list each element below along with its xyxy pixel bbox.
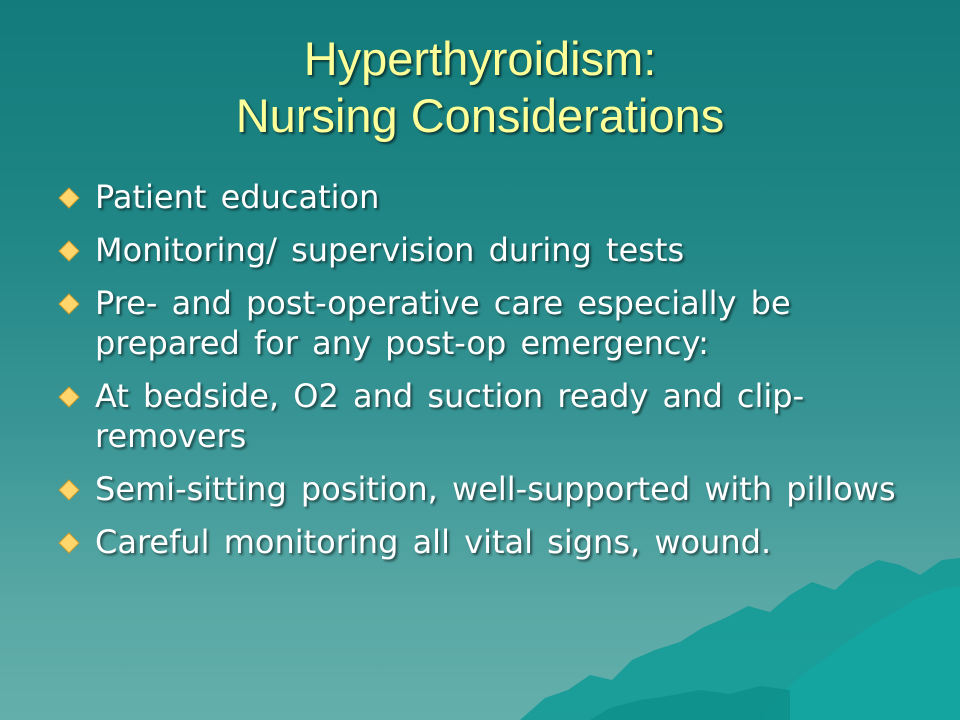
bullet-text: Semi-sitting position, well-supported with pillows — [95, 470, 896, 508]
bullet-item — [58, 177, 918, 217]
bullet-text: At bedside, O2 and suction ready and clip-removers — [95, 377, 805, 455]
bullet-text: Patient education — [95, 178, 380, 216]
diamond-icon — [58, 479, 80, 501]
diamond-icon — [58, 532, 80, 554]
title-line-2: Nursing Considerations — [235, 89, 725, 142]
bullet-text: Pre- and post-operative care especially be prepared for any post-op emergency: — [95, 284, 791, 362]
bullet-item — [58, 522, 918, 562]
diamond-icon — [58, 386, 80, 408]
bullet-text: Monitoring/ supervision during tests — [95, 231, 685, 269]
slide-title — [0, 30, 960, 144]
diamond-icon — [58, 293, 80, 315]
diamond-icon — [58, 240, 80, 262]
title-line-1: Hyperthyroidism: — [303, 32, 657, 85]
bullet-item — [58, 283, 918, 363]
bullet-list — [58, 177, 918, 575]
bullet-text: Careful monitoring all vital signs, wound. — [95, 523, 772, 561]
bullet-item — [58, 230, 918, 270]
bullet-item — [58, 469, 918, 509]
bullet-item — [58, 376, 918, 456]
diamond-icon — [58, 187, 80, 209]
